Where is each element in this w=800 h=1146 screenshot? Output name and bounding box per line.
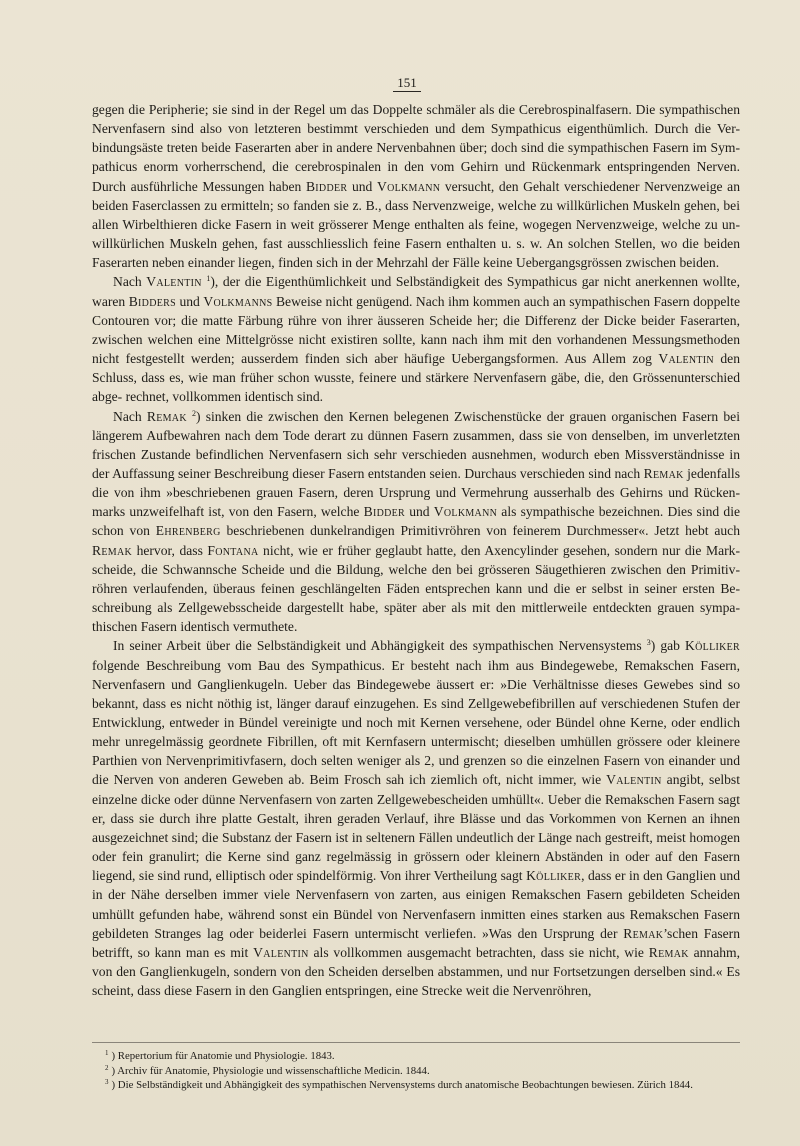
text-run: ) sinken die zwischen den Kernen belegenen Zwischenstücke der grauen organischen Fasern bei längerem Aufbewahren nach dem Tode derart zu dünnen Fasern zusammen, dass sie von denselben, im unverletzten frischen Zustande befindlichen Nervenfasern sich sehr verschieden ausnehmen, wodurch eben Missverständnisse in der Auffassung seiner Beschreibung dieser Fasern entstanden seien. Durchaus verschieden sind nach — [92, 408, 740, 481]
text-run: versucht, den Gehalt verschiedener Nervenzweige an beiden Faserclassen zu ermitteln; so fanden sie z. B., dass Nervenzweige, welche zu willkürlichen Muskeln gehen, bei allen Wirbelthieren dicke Fasern in weit grösserer Menge enthalten als feine, wogegen Nervenzweige, welche zu un- willkürlichen Muskeln gehen, fast ausschliesslich feine Fasern enthalten u. s. w. An solchen Stellen, wo die beiden Faserarten neben einander liegen, finden sich in der Mehrzahl der Fälle keine Uebergangsgrössen zwischen beiden. — [92, 178, 740, 271]
footnotes — [105, 1049, 745, 1093]
author-name: Remak — [623, 925, 664, 941]
author-name: Ehrenberg — [155, 523, 221, 539]
body-text — [92, 100, 740, 1000]
footnote-ref: 3 — [646, 638, 651, 648]
author-name: Volkmann — [433, 504, 498, 520]
text-run: hervor, dass — [132, 542, 208, 558]
text-run: und — [175, 293, 204, 309]
footnote-text: ) Archiv für Anatomie, Physiologie und wissenschaftliche Medicin. 1844. — [111, 1064, 430, 1077]
footnote-divider — [92, 1042, 740, 1043]
paragraph — [92, 407, 740, 637]
author-name: Remak — [643, 465, 684, 481]
author-name: Kölliker — [526, 868, 582, 884]
author-name: Volkmann — [376, 178, 441, 194]
text-run: gegen die Peripherie; sie sind in der Regel um das Doppelte schmäler als die Cerebrospinalfasern. Die sympathischen Nervenfasern sind also von letzteren bestimmt verschieden und dem Sympathicus eigenthümlich. Durch die Ver- bindungsäste treten beide Faserarten aber in andere Nervenbahnen über; doch sind die sympathischen Fasern im Sym- pathicus enorm vorherrschend, die cerebrospinalen in den vom Gehirn und Rückenmark entspringenden Nerven. Durch ausführliche Messungen haben — [92, 102, 740, 194]
author-name: Remak — [648, 944, 689, 960]
author-name: Valentin — [658, 351, 714, 367]
footnote — [105, 1064, 745, 1079]
footnote-text: ) Repertorium für Anatomie und Physiologie. 1843. — [111, 1050, 335, 1062]
paragraph — [92, 636, 740, 1000]
author-name: Remak — [146, 408, 187, 424]
text-run: , dass er in den Ganglien und in der Nähe derselben immer viele Nervenfasern von zarten, aus einigen Remakschen Fasern gebildeten Scheiden umhüllt gefunden habe, während sonst ein Bündel von Nervenfasern inmitten eines starken aus Remakschen Fasern gebildeten Stranges lag oder beiderlei Fasern untermischt verliefen. »Was den Ursprung der — [92, 868, 740, 941]
text-run: In seiner Arbeit über die Selbständigkeit und Abhängigkeit des sympathischen Nervensystems — [113, 638, 647, 654]
text-run: ) gab — [650, 638, 686, 654]
text-run: Nach — [113, 408, 147, 424]
footnote-mark: 1 — [105, 1049, 109, 1057]
text-run: jedenfalls die von ihm »beschriebenen grauen Fasern, deren Ursprung und Vermehrung ausserhalb des Gehirns und Rücken- marks unzweifelhaft ist, von den Fasern, welche — [92, 465, 740, 520]
paragraph — [92, 100, 740, 272]
text-run: beschriebenen dunkelrandigen Primitivröhren von feinerem Durchmesser«. Jetzt hebt auch — [220, 523, 741, 539]
text-run: Beweise nicht genügend. Nach ihm kommen auch an sympathischen Fasern doppelte Contouren vor; die matte Färbung rühre von ihrer äusseren Scheide her; die Differenz der Dicke beider Faserarten, zwischen welchen eine Mittelgrösse nicht existiren sollte, kann nach ihm mit den vorhandenen Messungsmethoden nicht festgestellt werden; ausserdem finden sich aber häufige Uebergangsformen. Aus Allem zog — [92, 293, 740, 367]
footnote — [105, 1049, 745, 1064]
paragraph — [92, 272, 740, 406]
text-run: und — [405, 504, 434, 520]
author-name: Fontana — [207, 542, 259, 558]
text-run: ), der die Eigenthümlichkeit und Selbständigkeit des Sympathicus gar nicht anerkennen wollte, waren — [92, 274, 740, 309]
footnote-mark: 3 — [105, 1078, 109, 1086]
footnote-ref: 2 — [192, 408, 197, 418]
footnote — [105, 1078, 745, 1093]
page-number-text: 151 — [393, 75, 421, 92]
text-run: als vollkommen ausgemacht betrachten, dass sie nicht, wie — [308, 944, 649, 960]
text-run: den Schluss, dass es, wie man früher schon wusste, feinere und stärkere Nervenfasern gäbe, die, den Grössenunterschied abge- rechnet, vollkommen identisch sind. — [92, 351, 741, 405]
text-run: angibt, selbst einzelne dicke oder dünne Nervenfasern von zarten Zellgewebescheiden umhüllt«. Ueber die Remakschen Fasern sagt er, dass sie durch ihre platte Gestalt, ihren geraden Verlauf, ihre Blässe und das Vorkommen von Kernen an ihnen ausgezeichnet sind; die Substanz der Fasern ist in seltenern Fällen undeutlich der Länge nach gestreift, meist homogen oder fein granulirt; die Kerne sind ganz regelmässig in grössern oder kleinern Abständen in oder auf den Fasern liegend, sie sind rund, elliptisch oder spindelförmig. Von ihrer Vertheilung sagt — [92, 772, 741, 884]
text-run: annahm, von den Ganglienkugeln, sondern von den Scheiden derselben abstammen, und nur Fortsetzungen derselben sind.« Es scheint, dass diese Fasern in den Ganglien entspringen, eine Strecke weit die Nervenröhren, — [92, 944, 740, 999]
author-name: Bidder — [305, 178, 348, 194]
author-name: Volkmanns — [203, 293, 273, 309]
text-run: nicht, wie er früher geglaubt hatte, den Axencylinder gesehen, sondern nur die Mark- scheide, die Schwannsche Scheide und die Bildung, welche den bei grösseren Säugethieren zwischen den Primitiv- röhren verlaufenden, überaus feinen geschlängelten Fäden entsprechen kann und die er selbst in seiner ersten Be- schreibung als Zellgewebsscheide dargestellt habe, später aber als mit den mittlerweile entdeckten grauen sympa- thischen Fasern identisch vermuthete. — [92, 542, 740, 635]
footnote-text: ) Die Selbständigkeit und Abhängigkeit des sympathischen Nervensystems durch anatomische Beobachtungen bewiesen. Zürich 1844. — [111, 1079, 693, 1091]
footnote-ref: 1 — [206, 274, 211, 284]
text-run: folgende Beschreibung vom Bau des Sympathicus. Er besteht nach ihm aus Bindegewebe, Remakschen Fasern, Nervenfasern und Ganglienkugeln. Ueber das Bindegewebe äussert er: »Die Verhältnisse dieses Gewebes sind so bekannt, dass es nicht nöthig ist, länger darauf einzugehen. Es sind Zellgewebefibrillen auf verschiedenen Stufen der Entwicklung, entweder in Bündel vereinigte und noch mit Kernen versehene, oder Bündel ohne Kerne, oder endlich mehr unregelmässig geordnete Fibrillen, oft mit Kernfasern untermischt; dieselben umhüllen grössere oder kleinere Parthien von Nervenprimitivfasern, doch selten weniger als 2, und grenzen so die einzelnen Fasern von einander und die Nerven von anderen Geweben ab. Beim Frosch sah ich ziemlich oft, nicht immer, wie — [92, 657, 740, 788]
page-number — [0, 75, 800, 92]
text-run: ’schen Fasern betrifft, so kann man es mit — [92, 925, 740, 960]
text-run: und — [347, 178, 377, 194]
author-name: Bidders — [128, 293, 176, 309]
author-name: Valentin — [253, 944, 309, 960]
footnote-mark: 2 — [105, 1063, 109, 1072]
author-name: Remak — [92, 542, 133, 558]
text-run: als sympathische bezeichnen. Dies sind die schon von — [92, 504, 740, 539]
author-name: Valentin — [146, 274, 202, 290]
author-name: Bidder — [363, 504, 406, 520]
author-name: Valentin — [606, 772, 662, 788]
text-run: Nach — [113, 274, 147, 290]
author-name: Kölliker — [685, 638, 741, 654]
